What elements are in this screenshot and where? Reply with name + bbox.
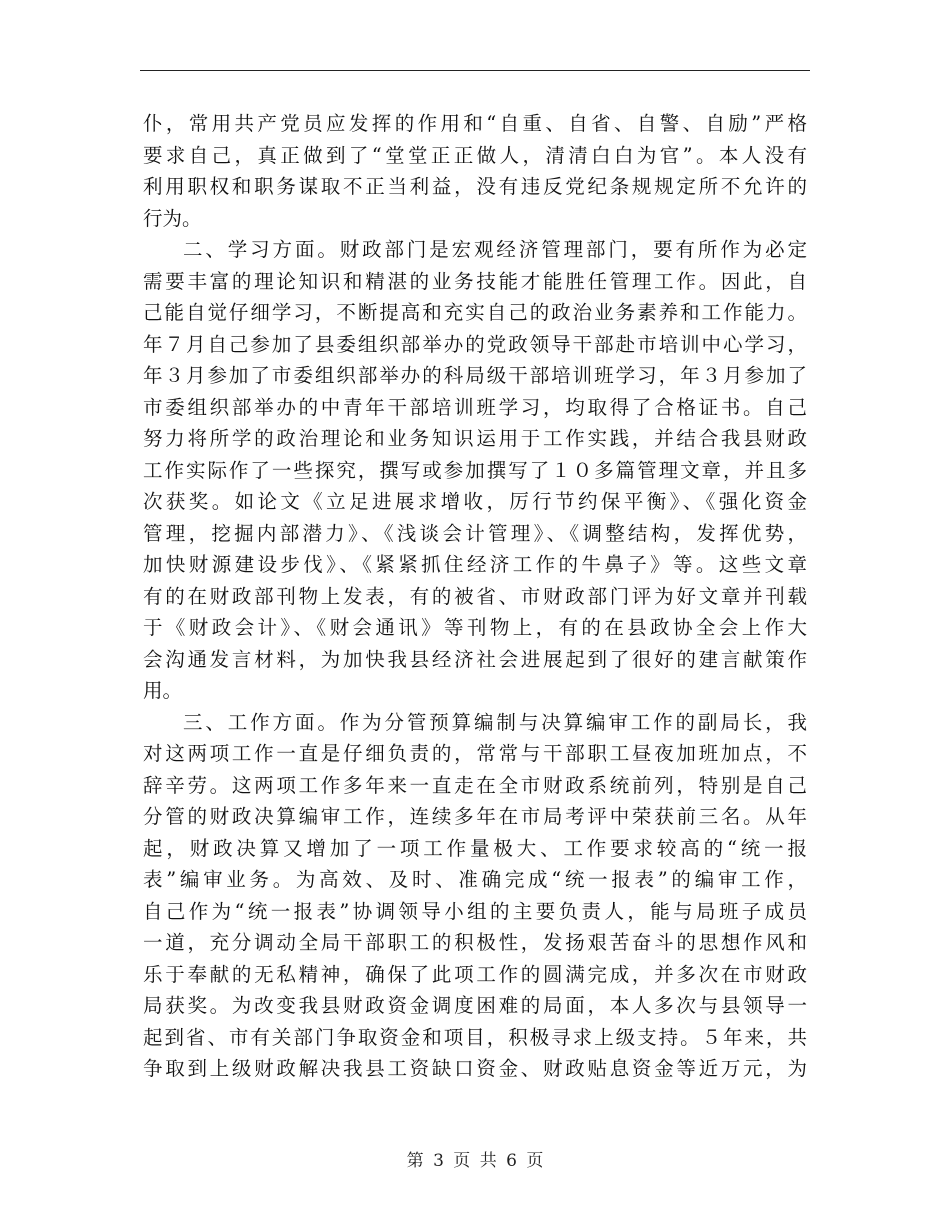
text-line: 用。 — [143, 679, 183, 702]
text-line: 要求自己，真正做到了“堂堂正正做人，清清白白为官”。本人没有 — [143, 143, 807, 167]
text-line: 己能自觉仔细学习，不断提高和充实自己的政治业务素养和工作能力。 — [143, 301, 807, 324]
text-line: 辞辛劳。这两项工作多年来一直走在全市财政系统前列，特别是自己 — [143, 773, 807, 797]
text-line: 表”编审业务。为高效、及时、准确完成“统一报表”的编审工作， — [143, 868, 807, 891]
text-line: 一道，充分调动全局干部职工的积极性，发扬艰苦奋斗的思想作风和 — [143, 931, 807, 954]
text-line: 管理，挖掘内部潜力》、《浅谈会计管理》、《调整结构，发挥优势， — [143, 521, 807, 545]
body-text — [143, 108, 807, 1085]
page-footer: 第 3 页 共 6 页 — [406, 1151, 544, 1171]
text-line: 有的在财政部刊物上发表，有的被省、市财政部门评为好文章并刊载 — [143, 584, 807, 608]
paragraph-heading-line: 二、学习方面。财政部门是宏观经济管理部门，要有所作为必定 — [183, 238, 807, 261]
text-line: 次获奖。如论文《立足进展求增收，厉行节约保平衡》、《强化资金 — [143, 490, 807, 513]
text-line: 于《财政会计》、《财会通讯》等刊物上，有的在县政协全会上作大 — [143, 616, 807, 639]
text-line: 仆，常用共产党员应发挥的作用和“自重、自省、自警、自励”严格 — [143, 112, 807, 135]
text-line: 争取到上级财政解决我县工资缺口资金、财政贴息资金等近万元，为 — [143, 1057, 807, 1080]
text-line: 起到省、市有关部门争取资金和项目，积极寻求上级支持。５年来，共 — [143, 1025, 807, 1049]
text-line: 自己作为“统一报表”协调领导小组的主要负责人，能与局班子成员 — [143, 899, 807, 923]
text-line: 努力将所学的政治理论和业务知识运用于工作实践，并结合我县财政 — [143, 427, 807, 450]
text-line: 需要丰富的理论知识和精湛的业务技能才能胜任管理工作。因此，自 — [143, 269, 807, 293]
text-line: 会沟通发言材料，为加快我县经济社会进展起到了很好的建言献策作 — [143, 647, 807, 671]
text-line: 对这两项工作一直是仔细负责的，常常与干部职工昼夜加班加点，不 — [143, 742, 807, 765]
text-line: 利用职权和职务谋取不正当利益，没有违反党纪条规规定所不允许的 — [143, 175, 807, 198]
paragraph-heading-line: 三、工作方面。作为分管预算编制与决算编审工作的副局长，我 — [183, 710, 807, 734]
text-line: 工作实际作了一些探究，撰写或参加撰写了１０多篇管理文章，并且多 — [143, 458, 807, 482]
text-line: 行为。 — [143, 206, 202, 230]
text-line: 年７月自己参加了县委组织部举办的党政领导干部赴市培训中心学习， — [143, 332, 807, 356]
text-line: 局获奖。为改变我县财政资金调度困难的局面，本人多次与县领导一 — [143, 994, 807, 1017]
text-line: 分管的财政决算编审工作，连续多年在市局考评中荣获前三名。从年 — [143, 805, 807, 828]
text-line: 市委组织部举办的中青年干部培训班学习，均取得了合格证书。自己 — [143, 395, 807, 419]
text-line: 乐于奉献的无私精神，确保了此项工作的圆满完成，并多次在市财政 — [143, 962, 807, 986]
text-line: 年３月参加了市委组织部举办的科局级干部培训班学习，年３月参加了 — [143, 364, 807, 387]
header-rule — [140, 70, 810, 71]
text-line: 起，财政决算又增加了一项工作量极大、工作要求较高的“统一报 — [143, 836, 807, 860]
text-line: 加快财源建设步伐》、《紧紧抓住经济工作的牛鼻子》等。这些文章 — [143, 553, 807, 576]
